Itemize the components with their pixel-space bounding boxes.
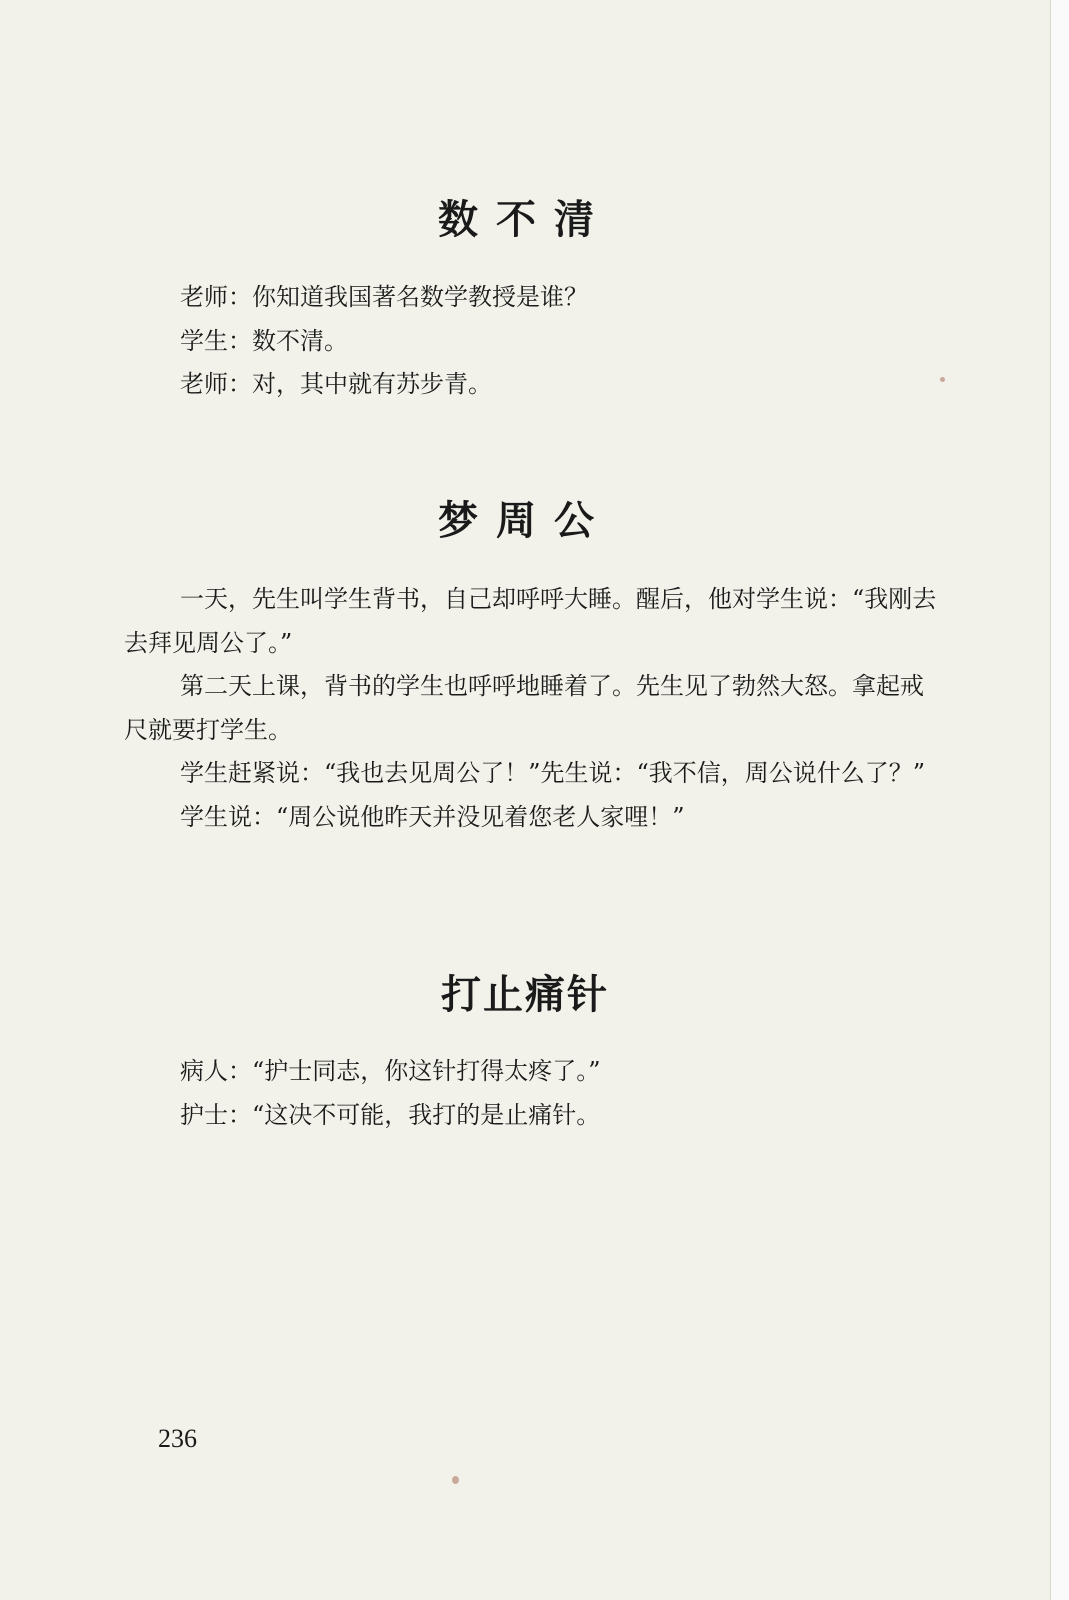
paragraph: 老师：对，其中就有苏步青。 bbox=[180, 370, 492, 398]
section-title: 打止痛针 bbox=[441, 971, 609, 1018]
section-title: 数不清 bbox=[438, 196, 612, 243]
paragraph: 第二天上课，背书的学生也呼呼地睡着了。先生见了勃然大怒。拿起戒尺就要打学生。 bbox=[124, 672, 924, 744]
paragraph: 护士：“这决不可能，我打的是止痛针。 bbox=[180, 1100, 601, 1129]
page-edge bbox=[1050, 0, 1069, 1600]
paragraph: 学生赶紧说：“我也去见周公了！”先生说：“我不信，周公说什么了？” bbox=[180, 759, 926, 787]
paragraph: 老师：你知道我国著名数学教授是谁？ bbox=[180, 283, 588, 311]
paragraph: 病人：“护士同志，你这针打得太疼了。” bbox=[180, 1057, 601, 1085]
section-body bbox=[124, 276, 944, 407]
paragraph: 学生说：“周公说他昨天并没见着您老人家哩！” bbox=[180, 802, 685, 831]
paragraph: 一天，先生叫学生背书，自己却呼呼大睡。醒后，他对学生说：“我刚去去拜见周公了。” bbox=[124, 585, 937, 657]
paragraph: 学生：数不清。 bbox=[180, 326, 348, 355]
paper-speck bbox=[452, 1476, 459, 1484]
section-body bbox=[124, 578, 944, 839]
paper-speck bbox=[940, 377, 945, 382]
section-title: 梦周公 bbox=[438, 497, 612, 544]
page-number: 236 bbox=[158, 1424, 197, 1453]
section-body bbox=[124, 1050, 944, 1137]
